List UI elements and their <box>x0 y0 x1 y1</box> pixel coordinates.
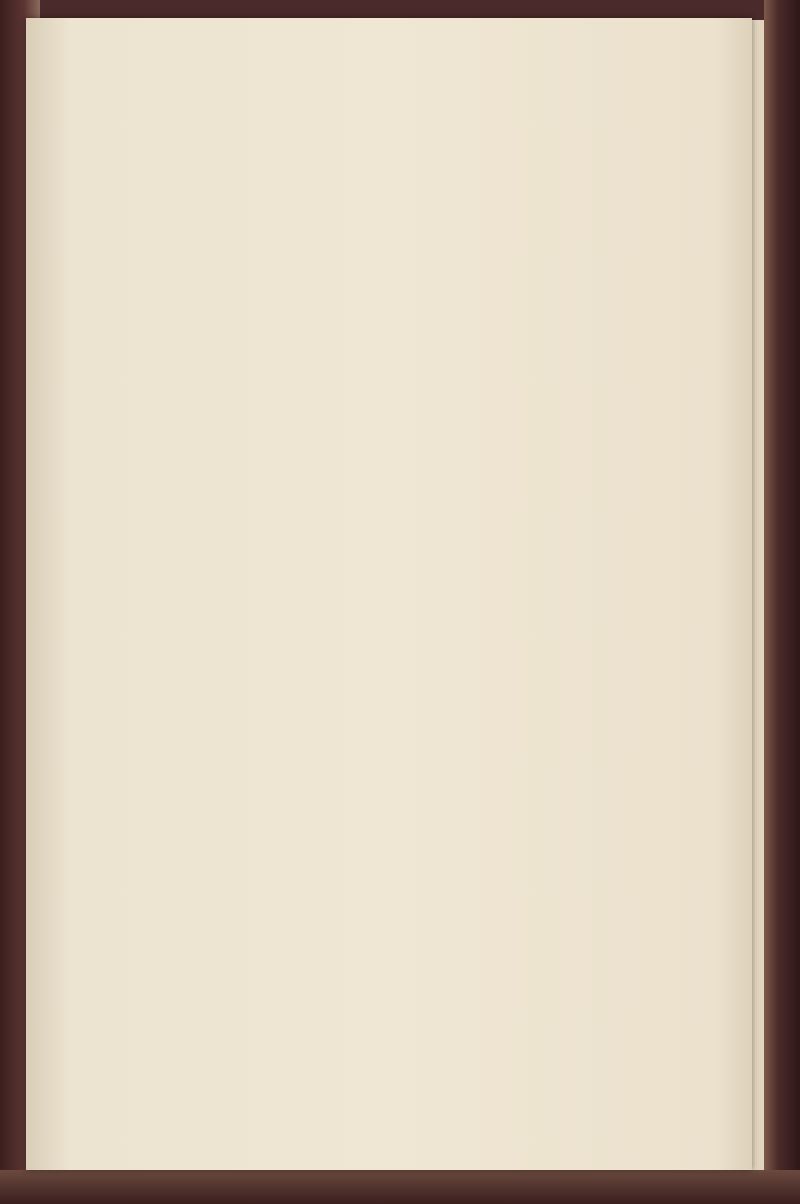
bottom-text-column <box>110 663 726 1058</box>
top-text-column <box>114 204 726 654</box>
book-page <box>26 18 752 1170</box>
book-cover-bottom <box>0 1170 800 1204</box>
page-edges <box>750 20 764 1170</box>
book-cover-right <box>764 0 800 1204</box>
